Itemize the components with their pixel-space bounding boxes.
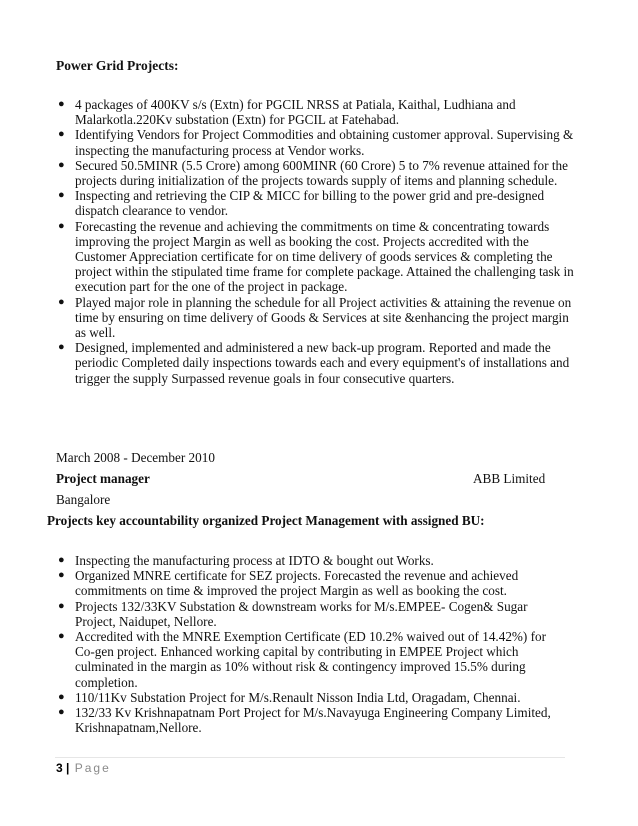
bullet-icon: ● — [58, 189, 65, 202]
section-title: Power Grid Projects: — [56, 58, 179, 73]
footer-separator: | — [66, 761, 70, 775]
bullet-icon: ● — [58, 98, 65, 110]
accountability-heading: Projects key accountability organized Project Management with assigned BU: — [47, 513, 485, 528]
list-item — [58, 127, 575, 158]
page-label: Page — [74, 761, 111, 775]
bullet-icon: ● — [58, 690, 65, 703]
bullet-icon: ● — [58, 630, 65, 643]
list-item-text: 132/33 Kv Krishnapatnam Port Project for M/s.Navayuga Engineering Company Limited, Krishnapatnam,Nellore. — [75, 705, 551, 736]
list-item — [58, 568, 565, 599]
bullet-icon: ● — [58, 554, 65, 566]
bullet-icon: ● — [58, 569, 65, 582]
list-item — [58, 340, 575, 386]
footer-divider — [55, 757, 565, 758]
bullet-icon: ● — [58, 158, 65, 171]
list-item — [58, 294, 575, 341]
bullet-icon: ● — [58, 219, 65, 232]
bullet-icon: ● — [58, 599, 65, 612]
list-item-text: Projects 132/33KV Substation & downstream works for M/s.EMPEE- Cogen& Sugar Project, Naidupet, Nellore. — [75, 598, 528, 629]
job-location: Bangalore — [56, 492, 111, 507]
list-item-text: Played major role in planning the schedule for all Project activities & attaining the revenue on time by ensuring on time delivery of Goods & Services at site &enhancing the project margin as well. — [75, 294, 572, 341]
company-name: ABB Limited — [473, 471, 546, 486]
list-item — [58, 553, 565, 568]
list-item — [58, 97, 575, 128]
bullet-icon: ● — [58, 295, 65, 308]
list-item — [58, 705, 565, 736]
list-item-text: Identifying Vendors for Project Commodities and obtaining customer approval. Supervising & inspecting the manufacturing process at Vendor works. — [75, 127, 574, 158]
list-item — [58, 218, 575, 295]
list-item-text: Inspecting the manufacturing process at IDTO & bought out Works. — [75, 553, 434, 568]
list-item — [58, 629, 565, 690]
list-item-text: Forecasting the revenue and achieving the commitments on time & concentrating towards improving the project Margin as well as booking the cost. Projects accredited with the Customer Appreciation certificate for on time delivery of goods services & completing the project within the stipulated time frame for complete package. Attained the challenging task in execution part for the one of the project in package. — [75, 218, 574, 295]
job-title: Project manager — [56, 471, 150, 486]
job-period: March 2008 - December 2010 — [56, 450, 215, 465]
power-grid-projects-list — [58, 97, 575, 386]
list-item-text: 4 packages of 400KV s/s (Extn) for PGCIL NRSS at Patiala, Kaithal, Ludhiana and Malarkotla.220Kv substation (Extn) for PGCIL at Fatehabad. — [75, 97, 516, 128]
list-item — [58, 689, 565, 705]
list-item-text: Inspecting and retrieving the CIP & MICC for billing to the power grid and pre-designed dispatch clearance to vendor. — [75, 188, 545, 219]
list-item — [58, 157, 575, 189]
page-number: 3 — [56, 761, 63, 775]
abb-projects-list — [58, 553, 565, 736]
page-footer — [56, 761, 111, 775]
bullet-icon: ● — [58, 341, 65, 354]
list-item-text: Secured 50.5MINR (5.5 Crore) among 600MINR (60 Crore) 5 to 7% revenue attained for the projects during initialization of the projects towards supply of items and planning schedule. — [75, 157, 568, 189]
list-item-text: Designed, implemented and administered a new back-up program. Reported and made the periodic Completed daily inspections towards each and every equipment's of installations and trigger the supply Surpassed revenue goals in four consecutive quarters. — [75, 340, 570, 386]
list-item — [58, 598, 565, 629]
bullet-icon: ● — [58, 706, 65, 719]
list-item-text: 110/11Kv Substation Project for M/s.Renault Nisson India Ltd, Oragadam, Chennai. — [75, 689, 521, 705]
list-item-text: Accredited with the MNRE Exemption Certificate (ED 10.2% waived out of 14.42%) for Co-gen project. Enhanced working capital by contributing in EMPEE Project which culminated in the margin as 10% without risk & contingency improved 15.5% during completion. — [75, 629, 546, 690]
list-item-text: Organized MNRE certificate for SEZ projects. Forecasted the revenue and achieved commitments on time & improved the project Margin as well as booking the cost. — [75, 568, 519, 599]
bullet-icon: ● — [58, 128, 65, 141]
list-item — [58, 188, 575, 219]
